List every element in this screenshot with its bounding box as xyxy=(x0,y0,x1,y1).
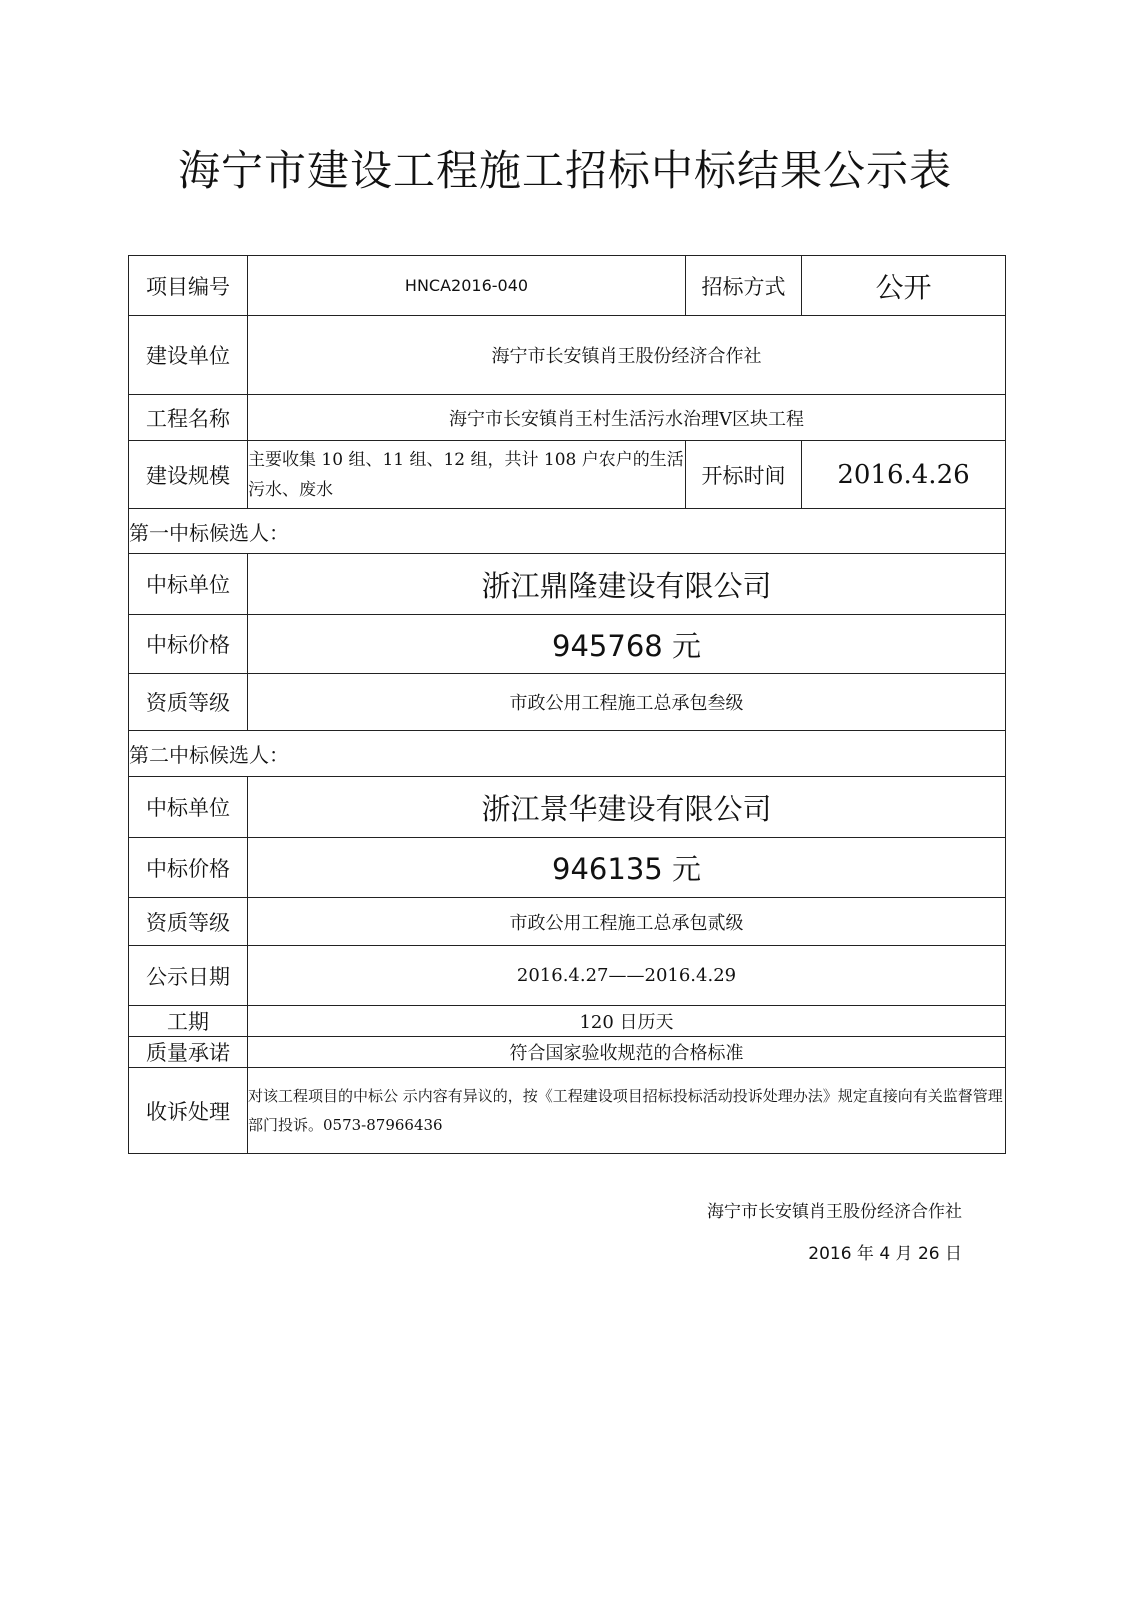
candidate2-unit-label: 中标单位 xyxy=(129,777,248,838)
open-time-label: 开标时间 xyxy=(686,441,802,509)
open-time-value: 2016.4.26 xyxy=(802,441,1006,509)
table-row xyxy=(129,256,1006,316)
scale-label: 建设规模 xyxy=(129,441,248,509)
candidate1-heading: 第一中标候选人： xyxy=(129,509,1006,554)
candidate1-qual-label: 资质等级 xyxy=(129,674,248,731)
table-row xyxy=(129,509,1006,554)
quality-value: 符合国家验收规范的合格标准 xyxy=(248,1037,1006,1068)
publicity-date-value: 2016.4.27——2016.4.29 xyxy=(248,946,1006,1006)
candidate1-unit-value: 浙江鼎隆建设有限公司 xyxy=(248,554,1006,615)
table-row xyxy=(129,615,1006,674)
table-row xyxy=(129,731,1006,777)
table-row xyxy=(129,316,1006,395)
table-row xyxy=(129,395,1006,441)
table-row xyxy=(129,1068,1006,1154)
table-row xyxy=(129,777,1006,838)
table-row xyxy=(129,554,1006,615)
footer-organization: 海宁市长安镇肖王股份经济合作社 xyxy=(707,1202,962,1222)
publicity-date-label: 公示日期 xyxy=(129,946,248,1006)
candidate2-qual-label: 资质等级 xyxy=(129,898,248,946)
duration-label: 工期 xyxy=(129,1006,248,1037)
candidate1-unit-label: 中标单位 xyxy=(129,554,248,615)
table-row xyxy=(129,441,1006,509)
bid-method-value: 公开 xyxy=(802,256,1006,316)
builder-label: 建设单位 xyxy=(129,316,248,395)
table-row xyxy=(129,898,1006,946)
candidate2-price-label: 中标价格 xyxy=(129,838,248,898)
project-name-label: 工程名称 xyxy=(129,395,248,441)
footer-date: 2016 年 4 月 26 日 xyxy=(808,1244,962,1264)
scale-value: 主要收集 10 组、11 组、12 组，共计 108 户农户的生活污水、废水 xyxy=(248,441,686,509)
candidate2-heading: 第二中标候选人： xyxy=(129,731,1006,777)
project-name-value: 海宁市长安镇肖王村生活污水治理Ⅴ区块工程 xyxy=(248,395,1006,441)
candidate2-unit-value: 浙江景华建设有限公司 xyxy=(248,777,1006,838)
page-title: 海宁市建设工程施工招标中标结果公示表 xyxy=(177,146,952,195)
duration-value: 120 日历天 xyxy=(248,1006,1006,1037)
project-code-value: HNCA2016-040 xyxy=(248,256,686,316)
bid-result-table xyxy=(128,255,1006,1154)
table-row xyxy=(129,946,1006,1006)
complaint-value: 对该工程项目的中标公 示内容有异议的，按《工程建设项目招标投标活动投诉处理办法》规定直接向有关监督管理部门投诉。0573-87966436 xyxy=(248,1068,1006,1154)
table-row xyxy=(129,674,1006,731)
candidate1-qual-value: 市政公用工程施工总承包叁级 xyxy=(248,674,1006,731)
candidate2-price-value: 946135 元 xyxy=(248,838,1006,898)
candidate2-qual-value: 市政公用工程施工总承包贰级 xyxy=(248,898,1006,946)
bid-method-label: 招标方式 xyxy=(686,256,802,316)
table-row xyxy=(129,838,1006,898)
table-row xyxy=(129,1037,1006,1068)
complaint-label: 收诉处理 xyxy=(129,1068,248,1154)
project-code-label: 项目编号 xyxy=(129,256,248,316)
table-row xyxy=(129,1006,1006,1037)
builder-value: 海宁市长安镇肖王股份经济合作社 xyxy=(248,316,1006,395)
candidate1-price-value: 945768 元 xyxy=(248,615,1006,674)
candidate1-price-label: 中标价格 xyxy=(129,615,248,674)
quality-label: 质量承诺 xyxy=(129,1037,248,1068)
